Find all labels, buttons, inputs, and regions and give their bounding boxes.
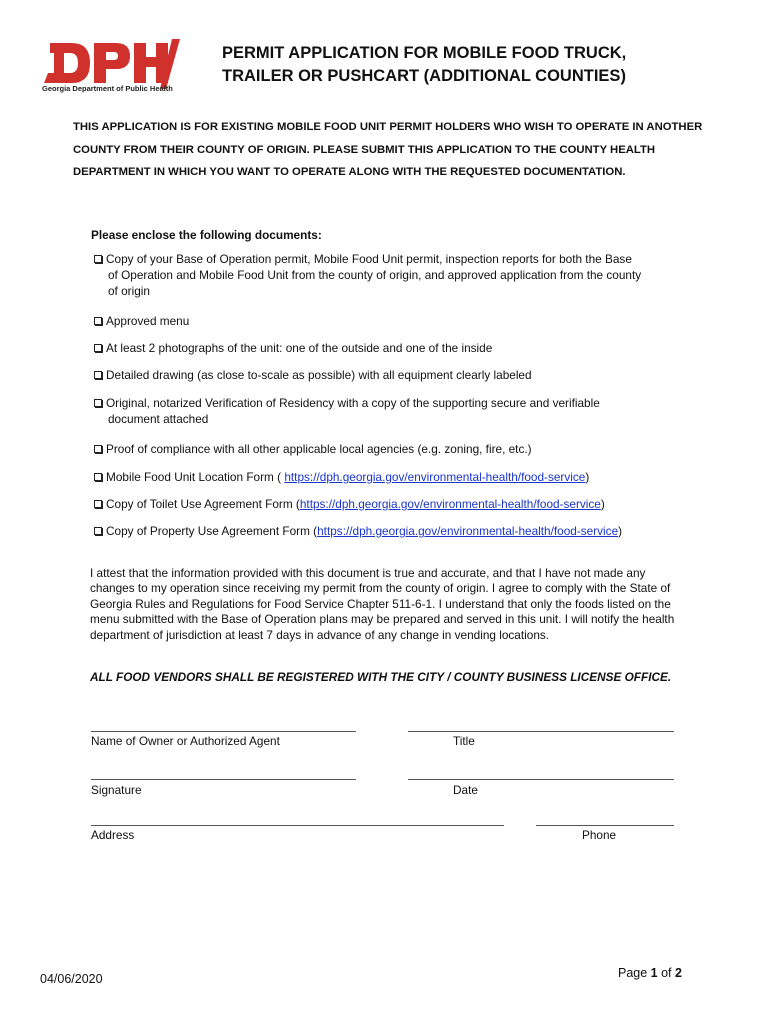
page-number: Page 1 of 2 xyxy=(618,966,682,980)
title-label: Title xyxy=(453,734,475,748)
title-line[interactable] xyxy=(408,731,674,732)
checklist-item-property-agreement: Copy of Property Use Agreement Form (https://dph.georgia.gov/environmental-health/food-service) xyxy=(94,523,684,539)
checklist-item-location-form: Mobile Food Unit Location Form ( https://dph.georgia.gov/environmental-health/food-service) xyxy=(94,469,684,485)
address-line[interactable] xyxy=(91,825,504,826)
attestation-paragraph: I attest that the information provided with this document is true and accurate, and that I have not made any changes to my operation since receiving my permit from the county of origin. I agree to comply with the State of Georgia Rules and Regulations for Food Service Chapter 511-6-1. I understand that only the foods listed on the menu submitted with the Base of Operation plans may be prepared and served in this unit. I will notify the health department of jurisdiction at least 7 days in advance of any change in vending locations. xyxy=(90,566,675,642)
toilet-agreement-link[interactable]: https://dph.georgia.gov/environmental-health/food-service xyxy=(299,497,601,511)
checklist-item-proof-compliance: Proof of compliance with all other applicable local agencies (e.g. zoning, fire, etc.) xyxy=(94,441,684,457)
business-license-notice: ALL FOOD VENDORS SHALL BE REGISTERED WITH THE CITY / COUNTY BUSINESS LICENSE OFFICE. xyxy=(90,670,672,684)
phone-line[interactable] xyxy=(536,825,674,826)
title-line-1: PERMIT APPLICATION FOR MOBILE FOOD TRUCK, xyxy=(222,44,627,62)
checklist-item-base-operation-permit: Copy of your Base of Operation permit, Mobile Food Unit permit, inspection reports for both the Base of Operation and Mobile Food Unit from the county of origin, and approved application from the county of origin xyxy=(94,251,684,299)
date-line[interactable] xyxy=(408,779,674,780)
checkbox-icon[interactable] xyxy=(94,371,102,379)
footer-date: 04/06/2020 xyxy=(40,972,103,986)
signature-label: Signature xyxy=(91,783,142,797)
owner-name-label: Name of Owner or Authorized Agent xyxy=(91,734,280,748)
property-agreement-link[interactable]: https://dph.georgia.gov/environmental-health/food-service xyxy=(317,524,619,538)
enclose-heading: Please enclose the following documents: xyxy=(91,228,322,242)
location-form-link[interactable]: https://dph.georgia.gov/environmental-health/food-service xyxy=(284,470,586,484)
date-label: Date xyxy=(453,783,478,797)
checklist-item-toilet-agreement: Copy of Toilet Use Agreement Form (https://dph.georgia.gov/environmental-health/food-service) xyxy=(94,496,684,512)
phone-label: Phone xyxy=(582,828,617,842)
checkbox-icon[interactable] xyxy=(94,527,102,535)
checkbox-icon[interactable] xyxy=(94,255,102,263)
logo-text: DPH xyxy=(42,37,45,38)
owner-name-line[interactable] xyxy=(91,731,356,732)
checkbox-icon[interactable] xyxy=(94,473,102,481)
logo-caption: Georgia Department of Public Health xyxy=(42,84,173,93)
page-title xyxy=(222,42,722,88)
checklist-item-photographs: At least 2 photographs of the unit: one of the outside and one of the inside xyxy=(94,340,684,356)
checklist-item-detailed-drawing: Detailed drawing (as close to-scale as possible) with all equipment clearly labeled xyxy=(94,367,684,383)
checkbox-icon[interactable] xyxy=(94,399,102,407)
intro-paragraph: THIS APPLICATION IS FOR EXISTING MOBILE FOOD UNIT PERMIT HOLDERS WHO WISH TO OPERATE IN ANOTHER COUNTY FROM THEIR COUNTY OF ORIGIN. PLEASE SUBMIT THIS APPLICATION TO THE COUNTY HEALTH DEPARTMENT IN WHICH YOU WANT TO OPERATE ALONG WITH THE REQUESTED DOCUMENTATION. xyxy=(73,121,703,178)
checkbox-icon[interactable] xyxy=(94,317,102,325)
checkbox-icon[interactable] xyxy=(94,344,102,352)
checkbox-icon[interactable] xyxy=(94,445,102,453)
checklist-item-approved-menu: Approved menu xyxy=(94,313,684,329)
checklist-item-verification-residency: Original, notarized Verification of Residency with a copy of the supporting secure and verifiable document attached xyxy=(94,395,684,427)
checkbox-icon[interactable] xyxy=(94,500,102,508)
address-label: Address xyxy=(91,828,135,842)
signature-line[interactable] xyxy=(91,779,356,780)
title-line-2: TRAILER OR PUSHCART (ADDITIONAL COUNTIES) xyxy=(222,67,626,85)
